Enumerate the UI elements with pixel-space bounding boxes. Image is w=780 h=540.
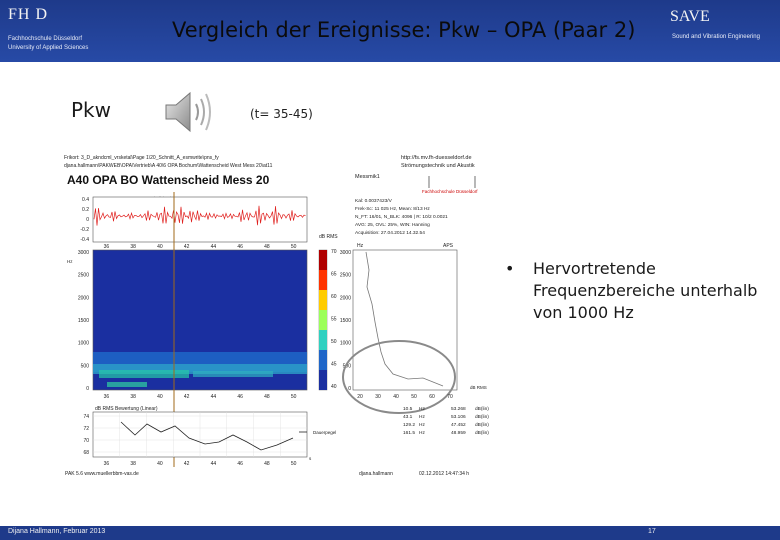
speaker-icon[interactable] (160, 88, 216, 136)
level-ytick: 68 (83, 450, 89, 456)
time-tick: 44 (210, 394, 217, 400)
freq-tick: 0 (86, 386, 89, 392)
file-path-line2: djana.hallmann\PAKWEB\OPA\Vertrieb\A 40\6 OPA Bochum\Wattenscheid West Mess 20\at11 (64, 163, 273, 169)
table-cell: dB(lin) (475, 423, 489, 428)
table-cell: dB(lin) (475, 407, 489, 412)
channel-label: Messmik1 (355, 174, 380, 180)
pak-analysis-figure (63, 152, 503, 482)
institute-url: http://fs.mv.fh-duesseldorf.de (401, 155, 472, 161)
spectrum-xtick: 20 (357, 394, 363, 400)
time-tick: 40 (157, 244, 163, 250)
pak-footer: PAK 5.6 www.muellerbbm-vas.de (65, 471, 139, 477)
author-label: djana.hallmann (359, 471, 393, 477)
time-tick: 38 (130, 244, 136, 250)
colorbar-tick: 45 (331, 361, 337, 368)
time-tick: 44 (210, 461, 217, 467)
level-xunit: s (309, 456, 312, 461)
time-tick: 48 (264, 394, 270, 400)
time-tick: 38 (130, 461, 136, 467)
freq-tick: 1500 (77, 318, 89, 324)
wave-ytick: 0 (86, 217, 89, 223)
freq-unit: Hz (67, 259, 73, 264)
colorbar-tick: 60 (331, 294, 337, 300)
spectrum-freq-tick: 2000 (339, 295, 351, 302)
info-line: AVG: 25, OVL: 25%, WIN: Hanning (355, 223, 430, 228)
time-tick: 40 (157, 394, 163, 400)
time-tick: 48 (264, 461, 270, 467)
spectrum-freq-tick: 500 (342, 363, 351, 370)
spectrum-freq-tick: 3000 (339, 250, 351, 256)
table-cell: dB(lin) (475, 431, 489, 436)
time-range-label: (t= 35-45) (250, 107, 313, 121)
freq-tick: 1000 (77, 340, 89, 347)
table-cell: 53.106 (451, 415, 466, 420)
university-name-de: Fachhochschule Düsseldorf (8, 36, 83, 42)
slide-title: Vergleich der Ereignisse: Pkw – OPA (Paar 2) (172, 18, 636, 42)
plot-title: A40 OPA BO Wattenscheid Mess 20 (67, 173, 270, 187)
save-logo: SAVE (670, 8, 710, 25)
spectrum-xtick: 50 (411, 394, 417, 400)
spectrum-xunit: dB RMS (470, 385, 487, 390)
spectrum-unit: Hz (357, 243, 364, 249)
time-tick: 38 (130, 394, 136, 400)
institute-name: Strömungstechnik und Akustik (401, 163, 475, 169)
time-tick: 50 (290, 461, 297, 467)
spectrum-freq-tick: 0 (348, 386, 351, 392)
colorbar-tick: 65 (331, 271, 337, 278)
table-cell: Hz (419, 431, 425, 436)
file-path-line1: Frikort: 3_D_akndcml_vrsketal\Page 1\20_Schnitt_A_esmwrite\pns_fy (64, 155, 219, 161)
time-tick: 50 (290, 394, 297, 400)
time-tick: 42 (183, 244, 190, 250)
wave-ytick: 0.2 (82, 207, 89, 213)
time-tick: 40 (157, 461, 163, 467)
save-subtitle: Sound and Vibration Engineering (672, 34, 760, 40)
page-number: 17 (648, 528, 656, 535)
level-legend: Dauerpegel (313, 430, 337, 435)
time-tick: 46 (237, 244, 243, 250)
table-cell: 47.452 (451, 423, 466, 428)
level-title: dB RMS Bewertung (Linear) (95, 406, 158, 412)
level-ytick: 74 (83, 414, 89, 420)
time-tick: 42 (183, 461, 190, 467)
spectrum-xtick: 30 (375, 394, 381, 400)
footer-author: Dijana Hallmann, Februar 2013 (8, 528, 106, 535)
timestamp-label: 02.12.2012 14:47:34 h (419, 471, 470, 477)
time-tick: 36 (103, 394, 110, 400)
table-cell: 161.5 (403, 431, 416, 436)
time-tick: 48 (264, 244, 270, 250)
bullet-text: Hervortretende Frequenzbereiche unterhalb von 1000 Hz (533, 259, 758, 322)
spectrum-xtick: 60 (429, 394, 435, 400)
footer-bar (0, 526, 780, 540)
level-ytick: 70 (83, 438, 89, 444)
pkw-label: Pkw (71, 98, 111, 122)
freq-tick: 500 (80, 363, 89, 370)
time-tick: 46 (237, 394, 243, 400)
spectrum-xtick: 40 (393, 394, 399, 400)
wave-ytick: -0.4 (80, 237, 89, 243)
freq-tick: 2500 (77, 272, 89, 279)
wave-ytick: 0.4 (82, 197, 89, 203)
table-cell: 43.1 (403, 415, 413, 420)
university-name-en: University of Applied Sciences (8, 45, 89, 51)
colorbar-tick: 55 (331, 316, 337, 323)
info-line: Frek-Sc: 11 025 Hz, Mean: 8/13 Hz (355, 207, 430, 212)
time-tick: 42 (183, 394, 190, 400)
spectrum-freq-tick: 1000 (339, 340, 351, 347)
time-tick: 36 (103, 244, 110, 250)
colorbar-unit: dB RMS (319, 234, 338, 240)
spectrum-freq-tick: 1500 (339, 318, 351, 324)
time-tick: 36 (103, 461, 110, 467)
table-cell: 48.959 (451, 431, 466, 436)
table-cell: 10.5 (403, 407, 413, 412)
colorbar-tick: 40 (331, 384, 337, 390)
time-tick: 50 (290, 244, 297, 250)
fhd-logo: FH D (8, 6, 49, 23)
colorbar-tick: 50 (331, 339, 337, 345)
header-bar (0, 0, 780, 62)
colorbar-tick: 70 (331, 249, 337, 255)
info-line: N_FT: 16/01, N_BLK: 4096 | R: 10/2 0.0021 (355, 215, 448, 220)
table-cell: 129.2 (403, 423, 416, 428)
spectrum-label: APS (443, 243, 454, 249)
table-cell: Hz (419, 407, 425, 412)
spectrum-freq-tick: 2500 (339, 272, 351, 279)
wave-ytick: -0.2 (80, 227, 89, 233)
freq-tick: 2000 (77, 295, 89, 302)
table-cell: Hz (419, 423, 425, 428)
mic-label: Fachhochschule Düsseldorf (422, 189, 478, 194)
time-tick: 46 (237, 461, 243, 467)
freq-tick: 3000 (77, 250, 89, 256)
bullet-marker: • (505, 259, 515, 278)
time-tick: 44 (210, 244, 217, 250)
level-ytick: 72 (83, 426, 89, 432)
table-cell: Hz (419, 415, 425, 420)
info-line: Acquisition: 27.04.2012 14.32.54 (355, 231, 425, 236)
table-cell: dB(lin) (475, 415, 489, 420)
table-cell: 53.268 (451, 407, 466, 412)
info-line: Kal: 0.0037423/V (355, 199, 392, 204)
spectrum-xtick: 70 (447, 394, 453, 400)
